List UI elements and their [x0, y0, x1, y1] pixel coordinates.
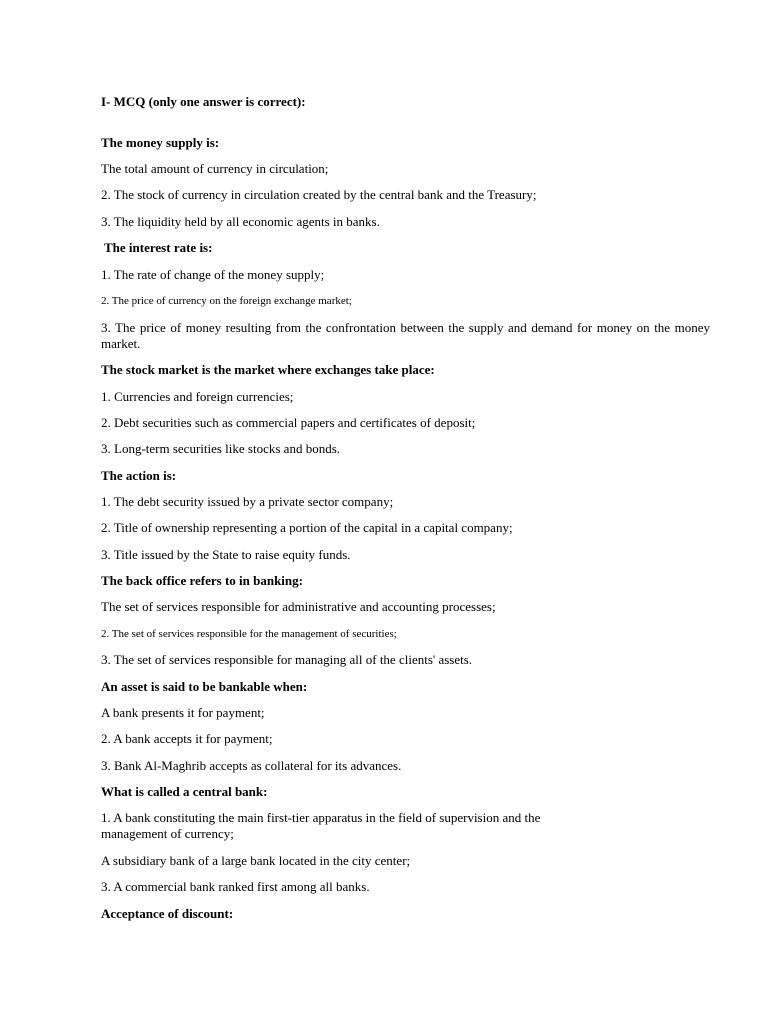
question-2-option-3: 3. The price of money resulting from the confrontation between the supply and demand for money on the money market.	[101, 320, 710, 351]
question-4-option-3: 3. Title issued by the State to raise equity funds.	[101, 547, 351, 562]
question-3-option-1: 1. Currencies and foreign currencies;	[101, 389, 294, 404]
question-1-option-2: 2. The stock of currency in circulation created by the central bank and the Treasury;	[101, 187, 537, 202]
question-1-option-3: 3. The liquidity held by all economic agents in banks.	[101, 214, 380, 229]
question-3-option-3: 3. Long-term securities like stocks and bonds.	[101, 441, 341, 456]
question-8: Acceptance of discount:	[101, 906, 234, 921]
question-4: The action is:	[101, 468, 177, 483]
question-2-option-1: 1. The rate of change of the money supply;	[101, 267, 325, 282]
question-4-option-1: 1. The debt security issued by a private sector company;	[101, 494, 394, 509]
section-heading: I- MCQ (only one answer is correct):	[101, 94, 306, 109]
question-1: The money supply is:	[101, 135, 220, 150]
question-7: What is called a central bank:	[101, 784, 268, 799]
question-7-option-2: A subsidiary bank of a large bank located in the city center;	[101, 853, 411, 868]
question-6-option-3: 3. Bank Al-Maghrib accepts as collateral for its advances.	[101, 758, 402, 773]
question-6-option-1: A bank presents it for payment;	[101, 705, 265, 720]
question-6-option-2: 2. A bank accepts it for payment;	[101, 731, 273, 746]
question-1-option-1: The total amount of currency in circulation;	[101, 161, 329, 176]
question-7-option-1: 1. A bank constituting the main first-tier apparatus in the field of supervision and the management of currency;	[101, 810, 541, 841]
question-4-option-2: 2. Title of ownership representing a portion of the capital in a capital company;	[101, 520, 513, 535]
question-3: The stock market is the market where exchanges take place:	[101, 362, 435, 377]
question-5: The back office refers to in banking:	[101, 573, 303, 588]
question-2: The interest rate is:	[101, 240, 213, 255]
question-5-option-2: 2. The set of services responsible for the management of securities;	[101, 628, 397, 640]
question-5-option-1: The set of services responsible for administrative and accounting processes;	[101, 599, 496, 614]
question-6: An asset is said to be bankable when:	[101, 679, 308, 694]
question-3-option-2: 2. Debt securities such as commercial papers and certificates of deposit;	[101, 415, 476, 430]
question-7-option-3: 3. A commercial bank ranked first among all banks.	[101, 879, 370, 894]
question-5-option-3: 3. The set of services responsible for managing all of the clients' assets.	[101, 652, 473, 667]
question-2-option-2: 2. The price of currency on the foreign exchange market;	[101, 295, 352, 307]
